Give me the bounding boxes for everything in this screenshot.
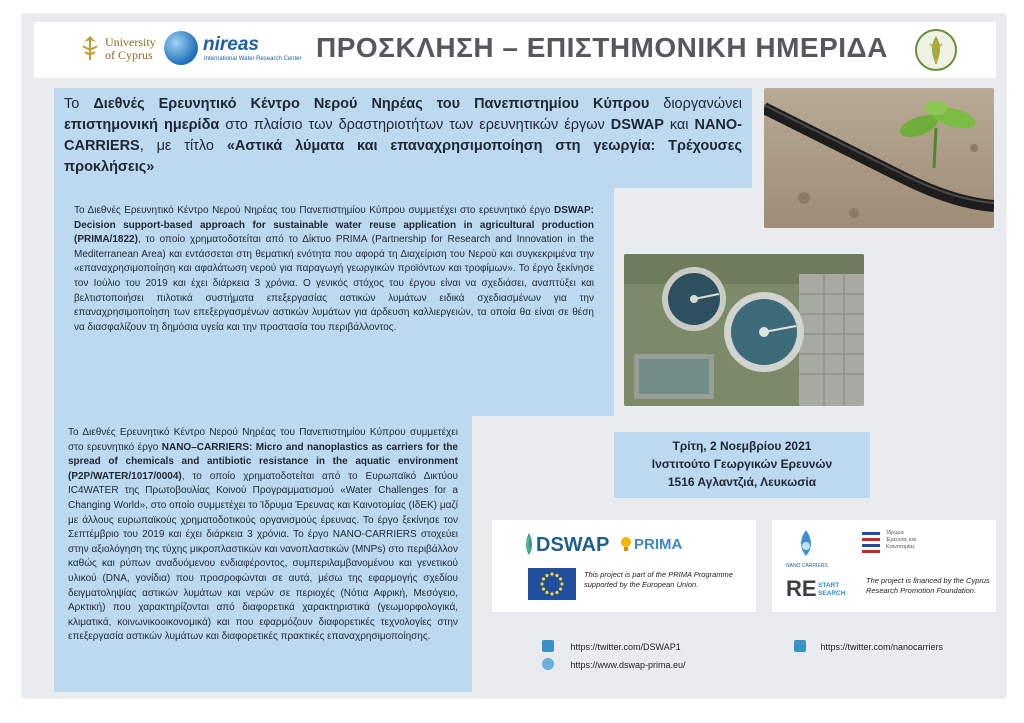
nano-drop-icon [786,528,826,558]
dswap-project-description: Το Διεθνές Ερευνητικό Κέντρο Νερού Νηρέας του Πανεπιστημίου Κύπρου συμμετέχει στο ερευνητικό έργο DSWAP: Decision support-based approach for sustainable water reuse application in agricultural production (PRIMA/1822), το οποίο χρηματοδοτείται από το Δίκτυο PRIMA (Partnership for Research and Innovation in the Mediterranean Area) και εντάσσεται στη θεματική ενότητα που αφορά τη Διαχείριση του Νερού και συγκεκριμένα την «επαναχρησιμοποίηση και αφαλάτωση νερού για παραγωγή γεωργικών προϊόντων και τροφίμων». Το έργο ξεκίνησε τον Ιούλιο του 2019 και έχει διάρκεια 3 χρόνια. Ο γενικός στόχος του έργου είναι να σχεδιάσει, αναπτύξει και βελτιστοποιήσει πιλοτικά συστήματα επεξεργασίας αστικών λυμάτων ειδικά σχεδιασμένων για την επαναχρησιμοποίηση των επεξεργασμένων αστικών λυμάτων για άρδευση καλλιεργειών, τα οποία θα είναι σε θέση να διασφαλίζουν τη δημόσια υγεία και την προστασία του περιβάλλοντος. [54,188,614,416]
event-date: Τρίτη, 2 Νοεμβρίου 2021 [672,439,812,453]
university-crest-icon [80,34,100,62]
restart-logo: RE START SEARCH [786,576,846,601]
dswap-prima-logos [492,520,756,612]
agricultural-institute-seal-icon [914,28,958,72]
nano-carriers-logos [772,520,996,612]
idek-stripes-icon [862,530,882,554]
university-name: University of Cyprus [105,35,156,62]
header-banner [34,22,996,78]
globe-icon [164,31,198,65]
crpf-funding-note: The project is financed by the Cyprus Research Promotion Foundation. [866,576,990,595]
prima-logo-text: PRIMA [634,536,683,553]
dswap-logo-text: DSWAP [536,534,610,556]
wastewater-treatment-plant-photo [624,254,864,406]
nireas-logo: nireas International Water Research Center [164,31,274,67]
intro-announcement: Το Διεθνές Ερευνητικό Κέντρο Νερού Νηρέας του Πανεπιστημίου Κύπρου διοργανώνει επιστημονική ημερίδα στο πλαίσιο των δραστηριοτήτων των ερευνητικών έργων DSWAP και NANO-CARRIERS, με τίτλο «Αστικά λύματα και επαναχρησιμοποίηση στη γεωργία: Τρέχουσες προκλήσεις» [54,88,752,188]
dswap-website-link[interactable]: https://www.dswap-prima.eu/ [542,658,672,672]
idek-logo: Ίδρυμα Έρευνας και Καινοτομίας [862,530,952,558]
page-title: ΠΡΟΣΚΛΗΣΗ – ΕΠΙΣΤΗΜΟΝΙΚΗ ΗΜΕΡΙΔΑ [316,32,888,63]
event-address: 1516 Αγλαντζιά, Λευκωσία [667,475,817,489]
event-venue: Ινστιτούτο Γεωργικών Ερευνών [651,457,833,471]
globe-icon [542,658,554,670]
twitter-nanocarriers-link[interactable]: https://twitter.com/nanocarriers [794,640,931,654]
drip-irrigation-photo [764,88,994,228]
prima-funding-note: This project is part of the PRIMA Programme supported by the European Union. [584,570,733,589]
eu-flag-icon [528,568,576,600]
nano-carriers-logo: NANO CARRIERS [786,528,826,568]
twitter-icon [542,640,554,652]
twitter-dswap-link[interactable]: https://twitter.com/DSWAP1 [542,640,667,654]
nano-carriers-project-description: Το Διεθνές Ερευνητικό Κέντρο Νερού Νηρέας του Πανεπιστημίου Κύπρου συμμετέχει στο ερευνητικό έργο NANO–CARRIERS: Micro and nanoplastics as carriers for the spread of chemicals and antibiotic resistance in the aquatic environment (P2P/WATER/1017/0004), το οποίο χρηματοδοτείται από το Ευρωπαϊκό Δικτύου IC4WATER της Πρωτοβουλίας Κοινού Προγραμματισμού «Water Challenges for a Changing World», στο οποίο συμμετέχει το Ίδρυμα Έρευνας και Καινοτομίας (ΙδΕΚ) μαζί με άλλους ευρωπαϊκούς χρηματοδοτικούς οργανισμούς έρευνας. Το έργο ξεκίνησε τον Σεπτέμβριο του 2019 και έχει διάρκεια 3 χρόνια. Το έργο NANO-CARRIERS στοχεύει στην αξιολόγηση της τύχης μικροπλαστικών και νανοπλαστικών (MNPs) στο περιβάλλον καθώς και ρύπων αναδυόμενου ενδιαφέροντος, συμπεριλαμβανομένου και γενετικού υλικού (DNA, γονίδια) που προσροφώνται σε αυτά, μέσω της εφαρμογής σχεδίου δειγματοληψίας αστικών λυμάτων και νερών σε περιοχές (Νότια Αφρική, Μεσόγειο, Αρκτική) που χαρακτηρίζονται από διαφορετικά χαρακτηριστικά (γεωμορφολογικά, κλιματικά, κοινωνικοοικονομικά) και που εφαρμόζουν διαφορετικές τεχνολογίες στην επεξεργασία αστικών λυμάτων και διαφορετικές πρακτικές επαναχρησιμοποίησης. [54,414,472,692]
lightbulb-icon [620,536,632,552]
twitter-icon [794,640,806,652]
water-drop-icon [522,531,536,557]
event-details [614,432,870,498]
